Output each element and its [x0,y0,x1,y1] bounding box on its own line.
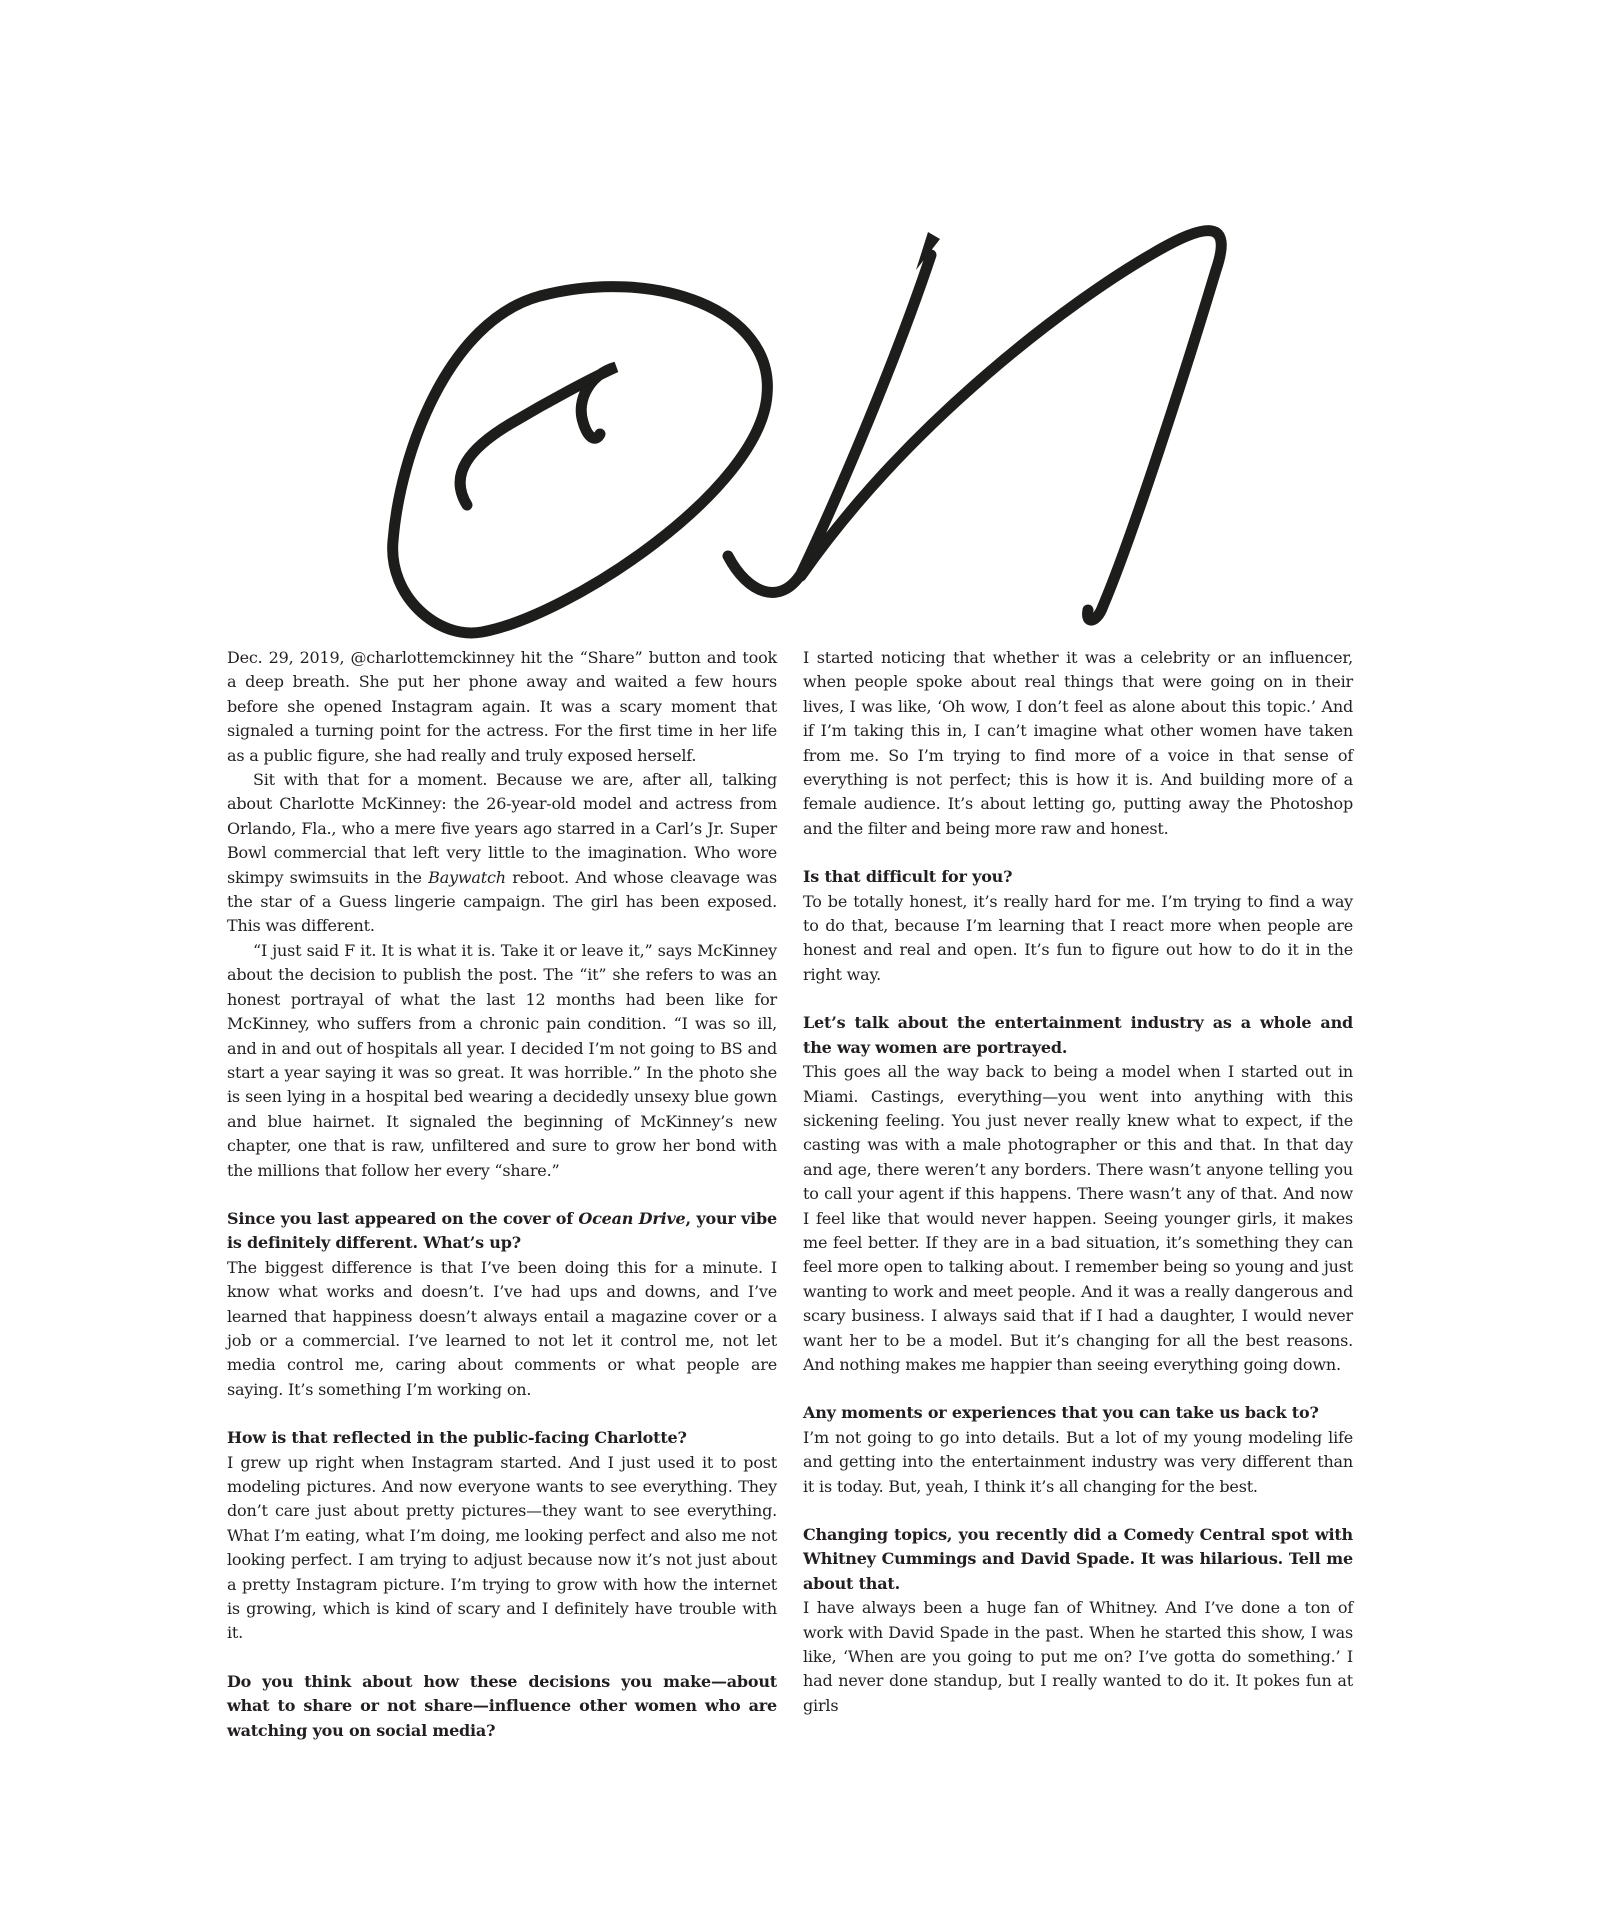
calligraphy-on-artwork [230,158,1260,650]
text-run: Sit with that for a moment. Because we are, after all, talking about Charlotte McKinney: the 26-year-old model and actress from Orlando, Fla., who a mere five years ago starred in a Carl’s Jr. Super Bowl commercial that left very little to the imagination. Who wore skimpy swimsuits in the [227,770,777,887]
intro-paragraph [227,646,777,768]
text-run: To be totally honest, it’s really hard for me. I’m trying to find a way to do that, because I’m learning that I react more when people are honest and real and open. It’s fun to figure out how to do it in the right way. [803,891,1353,984]
interview-answer [803,646,1353,841]
text-run: I have always been a huge fan of Whitney. And I’ve done a ton of work with David Spade in the past. When he started this show, I was like, ‘When are you going to put me on? I’ve gotta do something.’ I had never done standup, but I really wanted to do it. It pokes fun at girls [803,1598,1353,1715]
text-run: Let’s talk about the entertainment industry as a whole and the way women are portrayed. [803,1013,1353,1057]
interview-question [803,1523,1353,1596]
interview-answer [803,1060,1353,1377]
text-run: I grew up right when Instagram started. And I just used it to post modeling pictures. And now everyone wants to see everything. They don’t care just about pretty pictures—they want to see everything. What I’m eating, what I’m doing, me looking perfect and also me not looking perfect. I am trying to adjust because now it’s not just about a pretty Instagram picture. I’m trying to grow with how the internet is growing, which is kind of scary and I definitely have trouble with it. [227,1452,777,1643]
article-column-left [227,646,777,1743]
interview-question [227,1207,777,1256]
calligraphy-on-svg [230,158,1260,650]
interview-answer [803,1596,1353,1718]
text-run: reboot. And whose cleavage was the star of a Guess lingerie campaign. The girl has been exposed. This was different. [227,867,777,936]
interview-question [227,1426,777,1450]
text-run: This goes all the way back to being a model when I started out in Miami. Castings, everything—you went into anything with this sickening feeling. You just never really knew what to expect, if the casting was with a male photographer or this and that. In that day and age, there weren’t any borders. There wasn’t anyone telling you to call your agent if this happens. There wasn’t any of that. And now I feel like that would never happen. Seeing younger girls, it makes me feel better. If they are in a bad situation, it’s something they can feel more open to talking about. I remember being so young and just wanting to work and meet people. And it was a really dangerous and scary business. I always said that if I had a daughter, I would never want her to be a model. But it’s changing for all the best reasons. And nothing makes me happier than seeing everything going down. [803,1062,1353,1374]
intro-paragraph [227,768,777,939]
interview-answer [227,1256,777,1402]
text-run: I’m not going to go into details. But a lot of my young modeling life and getting into the entertainment industry was very different than it is today. But, yeah, I think it’s all changing for the best. [803,1427,1353,1496]
intro-paragraph [227,939,777,1183]
interview-question [803,865,1353,889]
text-run: How is that reflected in the public-facing Charlotte? [227,1428,687,1448]
calligraphy-o-loop [393,287,768,633]
interview-question [227,1670,777,1743]
interview-answer [227,1451,777,1646]
text-run: The biggest difference is that I’ve been doing this for a minute. I know what works and doesn’t. I’ve had ups and downs, and I’ve learned that happiness doesn’t always entail a magazine cover or a job or a commercial. I’ve learned to not let it control me, not let media control me, caring about comments or what people are saying. It’s something I’m working on. [227,1257,777,1399]
text-run: , your vibe is definitely different. What’s up? [227,1208,778,1253]
interview-question [803,1401,1353,1425]
text-run: Since you last appeared on the cover of [227,1208,579,1228]
article-body [227,646,1353,1743]
text-run: Do you think about how these decisions you make—about what to share or not share—influence other women who are watching you on social media? [227,1671,777,1740]
text-run: Is that difficult for you? [803,867,1013,887]
text-run: Any moments or experiences that you can take us back to? [803,1403,1319,1423]
text-run: Changing topics, you recently did a Comedy Central spot with Whitney Cummings and David Spade. It was hilarious. Tell me about that. [803,1525,1353,1593]
text-run: “I just said F it. It is what it is. Take it or leave it,” says McKinney about the decision to publish the post. The “it” she refers to was an honest portrayal of what the last 12 months had been like for McKinney, who suffers from a chronic pain condition. “I was so ill, and in and out of hospitals all year. I decided I’m not going to BS and start a year saying it was so great. It was horrible.” In the photo she is seen lying in a hospital bed wearing a decidedly unsexy blue gown and blue hairnet. It signaled the beginning of McKinney’s new chapter, one that is raw, unfiltered and sure to grow her bond with the millions that follow her every “share.” [227,940,777,1180]
italic-text-run: Baywatch [428,867,506,887]
text-run: I started noticing that whether it was a celebrity or an influencer, when people spoke about real things that were going on in their lives, I was like, ‘Oh wow, I don’t feel as alone about this topic.’ And if I’m taking this in, I can’t imagine what other women have taken from me. So I’m trying to find more of a voice in that sense of everything is not perfect; this is how it is. And building more of a female audience. It’s about letting go, putting away the Photoshop and the filter and being more raw and honest. [803,648,1353,838]
italic-text-run: Ocean Drive [578,1208,686,1228]
calligraphy-o-flick [460,367,616,505]
article-column-right [803,646,1353,1743]
interview-answer [803,1426,1353,1499]
interview-answer [803,890,1353,988]
interview-question [803,1011,1353,1060]
text-run: Dec. 29, 2019, @charlottemckinney hit the “Share” button and took a deep breath. She put her phone away and waited a few hours before she opened Instagram again. It was a scary moment that signaled a turning point for the actress. For the first time in her life as a public figure, she had really and truly exposed herself. [227,648,777,765]
